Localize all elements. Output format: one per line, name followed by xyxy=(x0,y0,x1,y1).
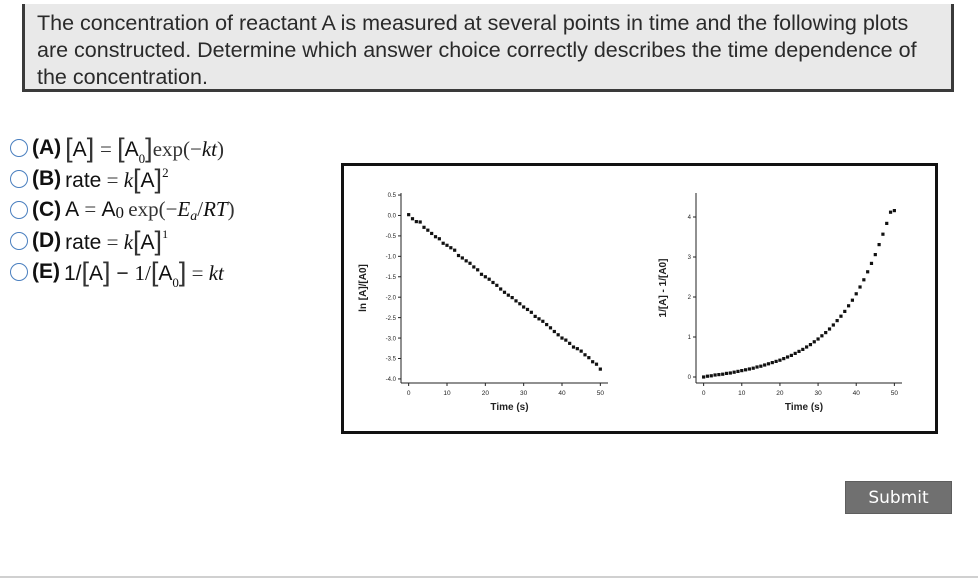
question-prompt xyxy=(22,4,954,92)
data-point xyxy=(511,296,514,299)
data-point xyxy=(484,275,487,278)
data-point xyxy=(457,254,460,257)
data-point xyxy=(874,253,877,256)
data-point xyxy=(518,302,521,305)
data-point xyxy=(706,375,709,378)
data-point xyxy=(599,368,602,371)
data-point xyxy=(595,363,598,366)
x-axis-label: Time (s) xyxy=(490,402,529,413)
y-tick-label: -2.0 xyxy=(385,295,396,302)
y-tick-label: 0 xyxy=(687,375,691,382)
choice-b-equation: rate = $k[A]^2$ xyxy=(65,163,169,194)
data-point xyxy=(717,373,720,376)
data-point xyxy=(534,315,537,318)
data-point xyxy=(710,374,713,377)
y-tick-label: -2.5 xyxy=(385,315,396,322)
choice-d[interactable] xyxy=(10,225,330,256)
data-point xyxy=(736,370,739,373)
x-tick-label: 10 xyxy=(738,390,746,397)
x-axis-label: Time (s) xyxy=(784,402,824,413)
data-point xyxy=(820,334,823,337)
answer-choices xyxy=(10,132,330,290)
data-point xyxy=(549,326,552,329)
data-point xyxy=(862,278,865,281)
data-point xyxy=(881,233,884,236)
data-point xyxy=(449,246,452,249)
data-point xyxy=(557,333,560,336)
choice-c[interactable] xyxy=(10,194,330,225)
data-point xyxy=(541,320,544,323)
x-tick-label: 30 xyxy=(814,390,822,397)
radio-c[interactable] xyxy=(10,201,28,219)
radio-a[interactable] xyxy=(10,139,28,157)
data-point xyxy=(767,362,770,365)
data-point xyxy=(809,343,812,346)
data-point xyxy=(855,292,858,295)
choice-a-letter: (A) xyxy=(32,135,62,159)
data-point xyxy=(870,262,873,265)
y-tick-label: -4.0 xyxy=(385,377,396,384)
radio-e[interactable] xyxy=(10,263,28,281)
data-point xyxy=(442,242,445,245)
x-tick-label: 50 xyxy=(890,390,898,397)
y-axis-label: 1/[A] - 1/[A0] xyxy=(658,258,669,318)
data-point xyxy=(832,323,835,326)
data-point xyxy=(794,352,797,355)
data-point xyxy=(790,354,793,357)
choice-b-letter: (B) xyxy=(32,166,62,190)
data-point xyxy=(572,345,575,348)
choice-d-letter: (D) xyxy=(32,228,62,252)
data-point xyxy=(564,338,567,341)
data-point xyxy=(415,220,418,223)
choice-a[interactable] xyxy=(10,132,330,166)
data-point xyxy=(407,213,410,216)
data-point xyxy=(725,372,728,375)
data-point xyxy=(587,356,590,359)
data-point xyxy=(748,367,751,370)
y-tick-label: 0.5 xyxy=(387,193,396,200)
x-tick-label: 20 xyxy=(776,390,784,397)
data-point xyxy=(488,278,491,281)
y-tick-label: 4 xyxy=(687,215,691,222)
data-point xyxy=(813,340,816,343)
data-point xyxy=(419,220,422,223)
choice-b[interactable] xyxy=(10,163,330,194)
data-point xyxy=(499,287,502,290)
data-point xyxy=(805,345,808,348)
data-point xyxy=(828,327,831,330)
data-point xyxy=(495,284,498,287)
y-tick-label: -0.5 xyxy=(385,234,396,241)
data-point xyxy=(411,217,414,220)
data-point xyxy=(729,371,732,374)
data-point xyxy=(472,265,475,268)
data-point xyxy=(786,355,789,358)
data-point xyxy=(568,342,571,345)
data-point xyxy=(430,232,433,235)
data-point xyxy=(576,347,579,350)
x-tick-label: 30 xyxy=(520,390,528,397)
plots-figure xyxy=(341,163,938,434)
data-point xyxy=(721,373,724,376)
data-point xyxy=(526,308,529,311)
y-tick-label: 2 xyxy=(687,295,691,302)
data-point xyxy=(545,323,548,326)
data-point xyxy=(553,330,556,333)
y-tick-label: -3.5 xyxy=(385,356,396,363)
data-point xyxy=(453,249,456,252)
choice-e-equation: $1/[A] - 1/[A_0]$ = kt xyxy=(64,256,224,290)
y-tick-label: -1.0 xyxy=(385,254,396,261)
submit-button[interactable]: Submit xyxy=(845,481,952,514)
data-point xyxy=(744,368,747,371)
data-point xyxy=(851,299,854,302)
chart-1 xyxy=(358,193,608,413)
data-point xyxy=(889,211,892,214)
data-point xyxy=(836,319,839,322)
data-point xyxy=(713,373,716,376)
data-point xyxy=(893,209,896,212)
data-point xyxy=(824,331,827,334)
choice-c-equation: A = A0 exp(−Ea/RT) xyxy=(65,197,235,224)
data-point xyxy=(580,350,583,353)
y-tick-label: 3 xyxy=(687,255,691,262)
data-point xyxy=(445,244,448,247)
data-point xyxy=(878,243,881,246)
data-point xyxy=(514,299,517,302)
data-point xyxy=(503,291,506,294)
choice-c-letter: (C) xyxy=(32,197,62,221)
data-point xyxy=(797,350,800,353)
x-tick-label: 40 xyxy=(852,390,860,397)
data-point xyxy=(465,259,468,262)
data-point xyxy=(702,375,705,378)
data-point xyxy=(507,294,510,297)
bottom-divider xyxy=(0,576,978,578)
data-point xyxy=(426,229,429,232)
x-tick-label: 0 xyxy=(701,390,706,397)
data-point xyxy=(816,337,819,340)
data-point xyxy=(476,268,479,271)
y-tick-label: -3.0 xyxy=(385,336,396,343)
data-point xyxy=(847,304,850,307)
choice-e-letter: (E) xyxy=(32,259,60,283)
data-point xyxy=(522,305,525,308)
data-point xyxy=(480,273,483,276)
data-point xyxy=(752,367,755,370)
data-point xyxy=(560,336,563,339)
y-tick-label: 1 xyxy=(687,335,691,342)
data-point xyxy=(583,353,586,356)
data-point xyxy=(468,262,471,265)
data-point xyxy=(771,361,774,364)
data-point xyxy=(591,360,594,363)
data-point xyxy=(740,369,743,372)
data-point xyxy=(858,285,861,288)
y-tick-label: -1.5 xyxy=(385,274,396,281)
choice-e[interactable] xyxy=(10,256,330,290)
x-tick-label: 20 xyxy=(481,390,489,397)
data-point xyxy=(759,365,762,368)
question-text: The concentration of reactant A is measured at several points in time and the following plots are constructed. Determine which answer choice correctly describes the time dependence of the concentration. xyxy=(37,11,917,89)
data-point xyxy=(422,226,425,229)
chart-2 xyxy=(658,193,902,413)
x-tick-label: 0 xyxy=(406,390,411,397)
data-point xyxy=(885,222,888,225)
x-tick-label: 10 xyxy=(443,390,451,397)
data-point xyxy=(537,317,540,320)
data-point xyxy=(530,311,533,314)
radio-d[interactable] xyxy=(10,232,28,250)
data-point xyxy=(733,371,736,374)
radio-b[interactable] xyxy=(10,170,28,188)
choice-d-equation: rate = $k[A]^1$ xyxy=(65,225,169,256)
data-point xyxy=(778,359,781,362)
data-point xyxy=(843,310,846,313)
data-point xyxy=(438,237,441,240)
data-point xyxy=(866,270,869,273)
data-point xyxy=(782,357,785,360)
x-tick-label: 40 xyxy=(558,390,566,397)
data-point xyxy=(801,348,804,351)
data-point xyxy=(839,315,842,318)
x-tick-label: 50 xyxy=(596,390,604,397)
data-point xyxy=(491,281,494,284)
data-point xyxy=(461,256,464,259)
data-point xyxy=(763,363,766,366)
y-axis-label: ln [A]/[A0] xyxy=(358,264,369,312)
data-point xyxy=(755,365,758,368)
plots-svg xyxy=(344,166,935,431)
data-point xyxy=(434,235,437,238)
choice-a-equation: $[A] = [A_0]\exp(-kt)$ xyxy=(65,132,225,166)
y-tick-label: 0.0 xyxy=(387,213,396,220)
data-point xyxy=(775,360,778,363)
